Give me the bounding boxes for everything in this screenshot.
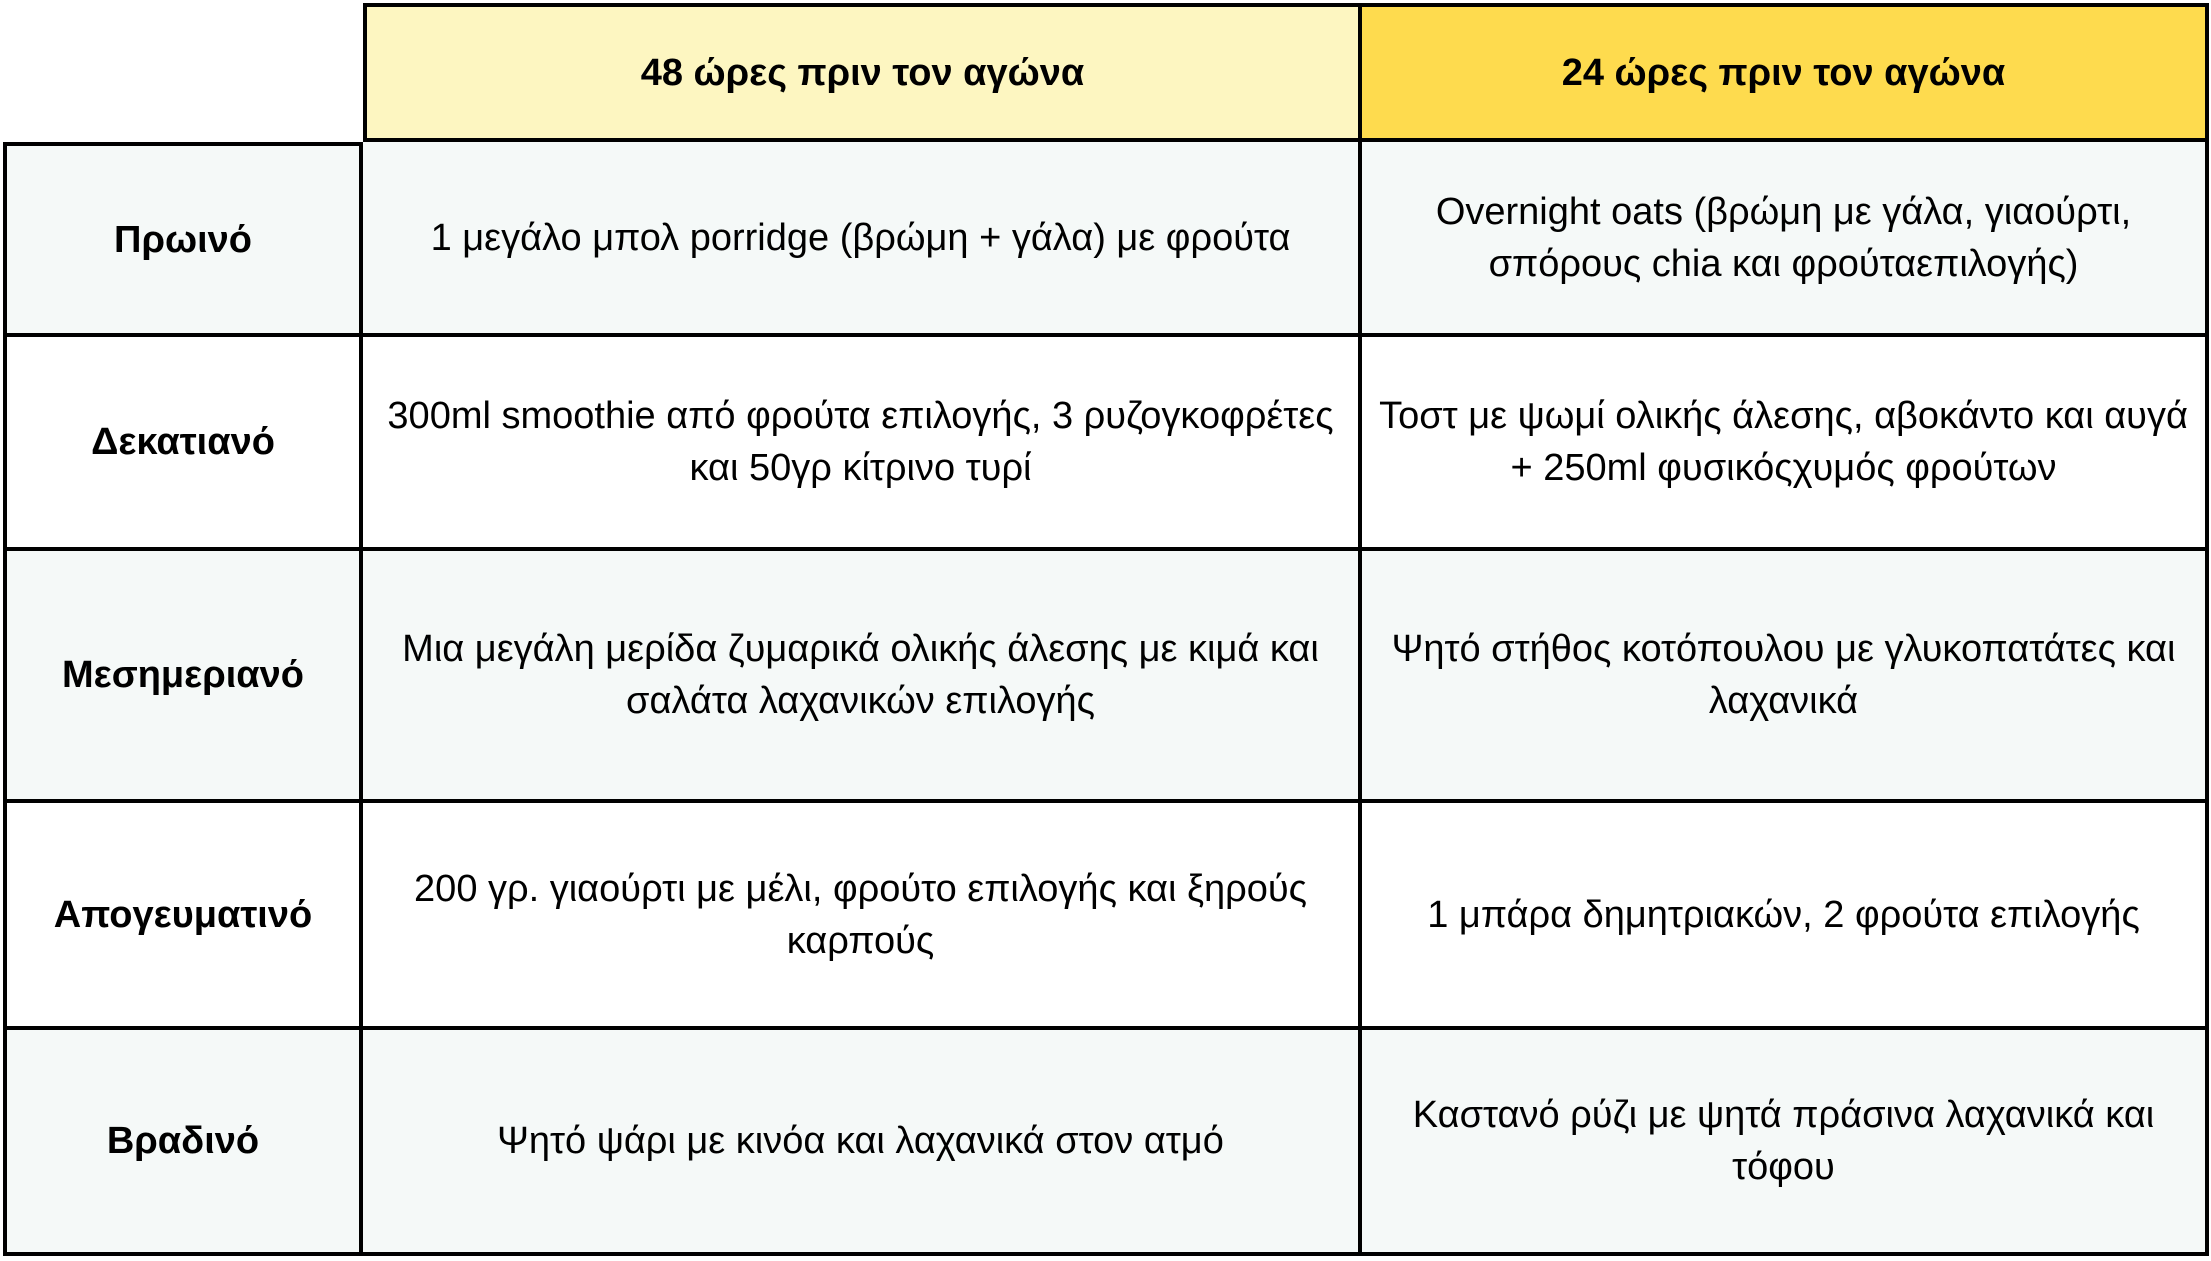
table-cell: 1 μπάρα δημητριακών, 2 φρούτα επιλογής bbox=[1362, 803, 2209, 1030]
table-cell: Overnight oats (βρώμη με γάλα, γιαούρτι, σπόρους chia και φρούταεπιλογής) bbox=[1362, 142, 2209, 337]
table-cell: 300ml smoothie από φρούτα επιλογής, 3 ρυζογκοφρέτες και 50γρ κίτρινο τυρί bbox=[363, 337, 1362, 551]
table-cell: Τοστ με ψωμί ολικής άλεσης, αβοκάντο και αυγά + 250ml φυσικόςχυμός φρούτων bbox=[1362, 337, 2209, 551]
table-cell: 200 γρ. γιαούρτι με μέλι, φρούτο επιλογής και ξηρούς καρπούς bbox=[363, 803, 1362, 1030]
row-label-breakfast: Πρωινό bbox=[3, 142, 363, 337]
column-header-48h: 48 ώρες πριν τον αγώνα bbox=[363, 3, 1362, 142]
row-label-lunch: Μεσημεριανό bbox=[3, 551, 363, 803]
table-corner bbox=[3, 3, 363, 142]
row-label-afternoon-snack: Απογευματινό bbox=[3, 803, 363, 1030]
table-cell: Ψητό στήθος κοτόπουλου με γλυκοπατάτες και λαχανικά bbox=[1362, 551, 2209, 803]
table-cell: Ψητό ψάρι με κινόα και λαχανικά στον ατμό bbox=[363, 1030, 1362, 1256]
column-header-24h: 24 ώρες πριν τον αγώνα bbox=[1362, 3, 2209, 142]
table-cell: Καστανό ρύζι με ψητά πράσινα λαχανικά και τόφου bbox=[1362, 1030, 2209, 1256]
row-label-mid-morning: Δεκατιανό bbox=[3, 337, 363, 551]
meal-plan-table bbox=[3, 3, 2209, 1256]
row-label-dinner: Βραδινό bbox=[3, 1030, 363, 1256]
table-cell: Μια μεγάλη μερίδα ζυμαρικά ολικής άλεσης με κιμά και σαλάτα λαχανικών επιλογής bbox=[363, 551, 1362, 803]
table-cell: 1 μεγάλο μπολ porridge (βρώμη + γάλα) με φρούτα bbox=[363, 142, 1362, 337]
